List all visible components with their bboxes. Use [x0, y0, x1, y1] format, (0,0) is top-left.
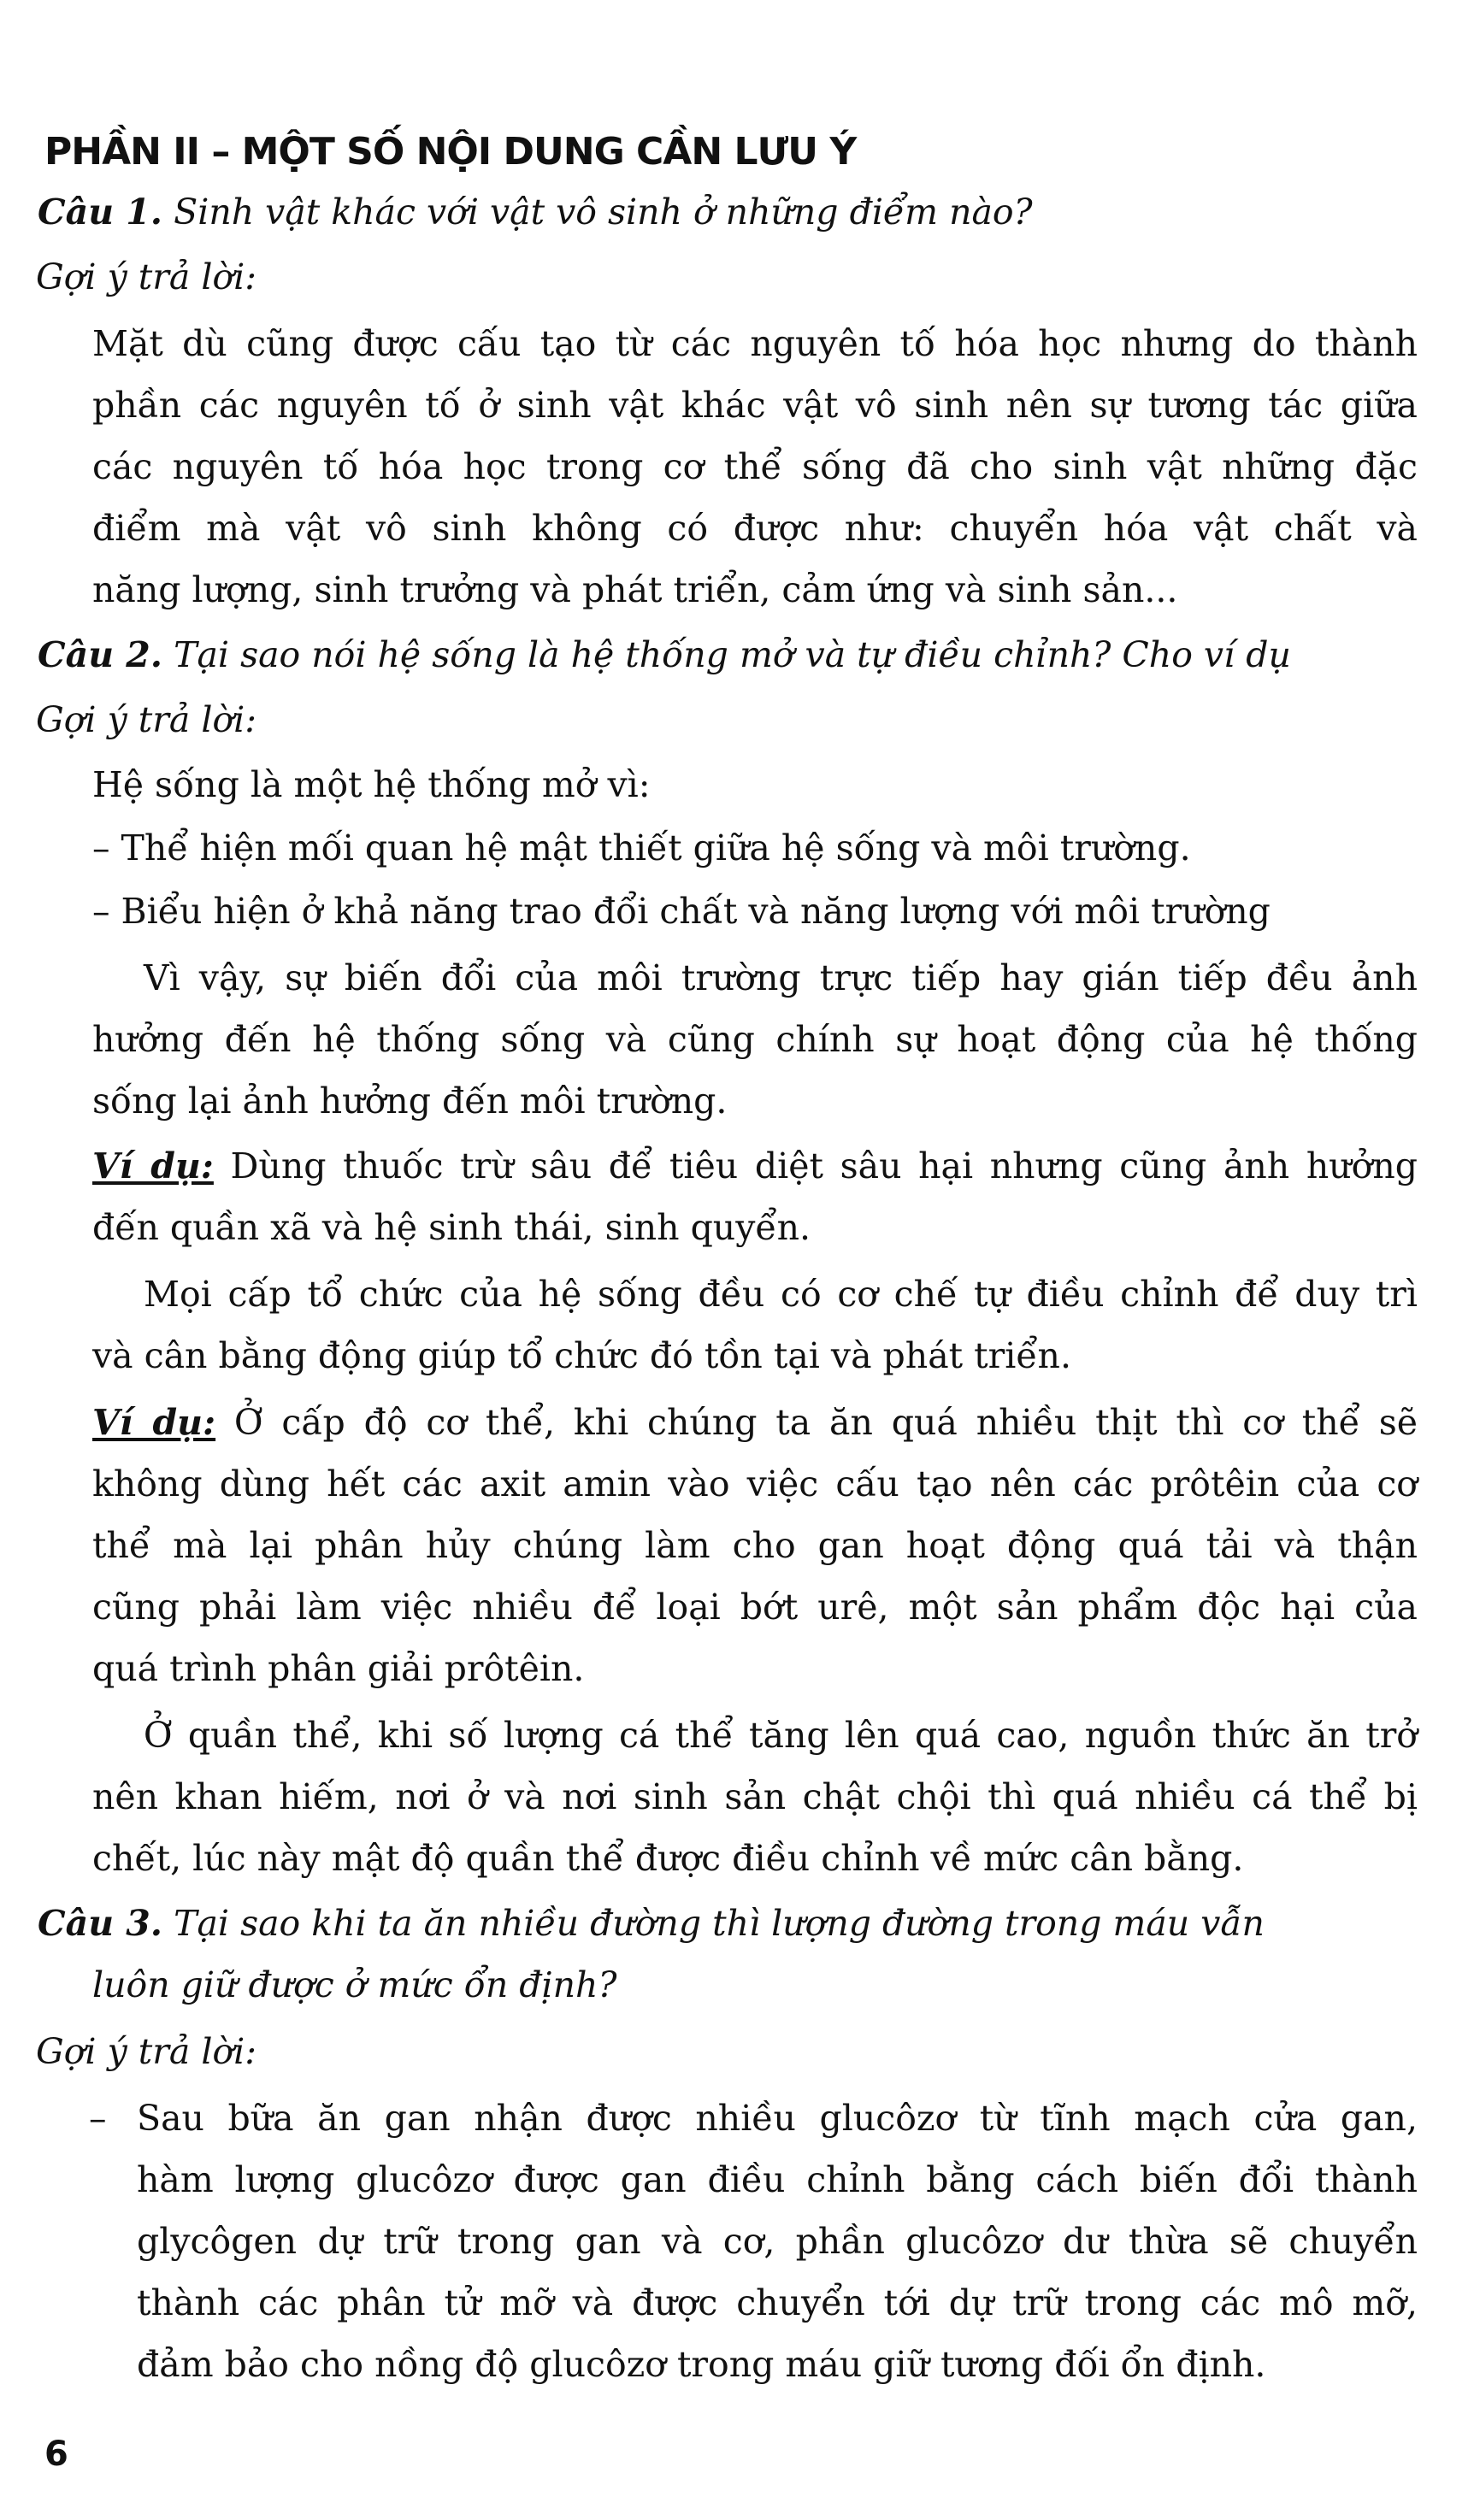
- example-1-line: đến quần xã và hệ sinh thái, sinh quyển.: [92, 1207, 811, 1248]
- answer-2-paragraph-line: sống lại ảnh hưởng đến môi trường.: [92, 1080, 728, 1122]
- answer-3-line: hàm lượng glucôzơ được gan điều chỉnh bằng cách biến đổi thành: [137, 2159, 1418, 2200]
- answer-1-line: phần các nguyên tố ở sinh vật khác vật vô sinh nên sự tương tác giữa: [92, 385, 1418, 426]
- example-2-text: Ở cấp độ cơ thể, khi chúng ta ăn quá nhiều thịt thì cơ thể sẽ: [215, 1402, 1418, 1443]
- example-2-label: Ví dụ:: [92, 1402, 216, 1443]
- answer-2-paragraph-line: Mọi cấp tổ chức của hệ sống đều có cơ chế tự điều chỉnh để duy trì: [144, 1274, 1418, 1315]
- answer-3-line: Sau bữa ăn gan nhận được nhiều glucôzơ từ tĩnh mạch cửa gan,: [137, 2098, 1418, 2139]
- hint-2: Gợi ý trả lời:: [36, 699, 257, 740]
- answer-2-bullet: – Biểu hiện ở khả năng trao đổi chất và năng lượng với môi trường: [92, 891, 1271, 932]
- answer-2-paragraph-line: chết, lúc này mật độ quần thể được điều chỉnh về mức cân bằng.: [92, 1838, 1244, 1879]
- hint-1: Gợi ý trả lời:: [36, 256, 257, 297]
- example-2-line: cũng phải làm việc nhiều để loại bớt urê, một sản phẩm độc hại của: [92, 1587, 1418, 1628]
- answer-3-line: thành các phân tử mỡ và được chuyển tới dự trữ trong các mô mỡ,: [137, 2282, 1418, 2323]
- question-2: [38, 634, 1291, 675]
- question-3-label: Câu 3.: [38, 1903, 163, 1944]
- section-heading: PHẦN II – MỘT SỐ NỘI DUNG CẦN LƯU Ý: [44, 130, 857, 174]
- answer-2-intro: Hệ sống là một hệ thống mở vì:: [92, 764, 651, 805]
- answer-2-paragraph-line: Vì vậy, sự biến đổi của môi trường trực tiếp hay gián tiếp đều ảnh: [144, 957, 1418, 998]
- example-1-line: [92, 1145, 1418, 1186]
- answer-2-bullet: – Thể hiện mối quan hệ mật thiết giữa hệ sống và môi trường.: [92, 827, 1191, 868]
- answer-2-paragraph-line: và cân bằng động giúp tổ chức đó tồn tại và phát triển.: [92, 1335, 1071, 1376]
- example-2-line: [92, 1402, 1418, 1443]
- question-1: [38, 191, 1033, 233]
- question-3-text: Tại sao khi ta ăn nhiều đường thì lượng đường trong máu vẫn: [162, 1903, 1265, 1944]
- example-2-line: không dùng hết các axit amin vào việc cấu tạo nên các prôtêin của cơ: [92, 1463, 1418, 1504]
- example-2-line: quá trình phân giải prôtêin.: [92, 1648, 585, 1689]
- answer-2-paragraph-line: nên khan hiếm, nơi ở và nơi sinh sản chật chội thì quá nhiều cá thể bị: [92, 1776, 1418, 1817]
- answer-1-line: điểm mà vật vô sinh không có được như: chuyển hóa vật chất và: [92, 508, 1418, 549]
- hint-3: Gợi ý trả lời:: [36, 2031, 257, 2072]
- answer-2-paragraph-line: Ở quần thể, khi số lượng cá thể tăng lên quá cao, nguồn thức ăn trở: [144, 1715, 1418, 1756]
- question-2-text: Tại sao nói hệ sống là hệ thống mở và tự điều chỉnh? Cho ví dụ: [162, 634, 1291, 675]
- page-number: 6: [44, 2435, 68, 2474]
- answer-3-line: đảm bảo cho nồng độ glucôzơ trong máu giữ tương đối ổn định.: [137, 2344, 1266, 2385]
- answer-1-line: các nguyên tố hóa học trong cơ thể sống đã cho sinh vật những đặc: [92, 446, 1418, 487]
- question-1-label: Câu 1.: [38, 191, 163, 233]
- example-1-text: Dùng thuốc trừ sâu để tiêu diệt sâu hại nhưng cũng ảnh hưởng: [213, 1145, 1418, 1186]
- question-3-text-cont: luôn giữ được ở mức ổn định?: [92, 1964, 617, 2005]
- question-3: [38, 1903, 1265, 1944]
- question-1-text: Sinh vật khác với vật vô sinh ở những điểm nào?: [162, 191, 1033, 233]
- question-2-label: Câu 2.: [38, 634, 163, 675]
- answer-1-line: năng lượng, sinh trưởng và phát triển, cảm ứng và sinh sản...: [92, 569, 1178, 610]
- example-1-label: Ví dụ:: [92, 1145, 214, 1186]
- answer-3-bullet-dash: –: [89, 2098, 107, 2139]
- example-2-line: thể mà lại phân hủy chúng làm cho gan hoạt động quá tải và thận: [92, 1525, 1418, 1566]
- answer-3-line: glycôgen dự trữ trong gan và cơ, phần glucôzơ dư thừa sẽ chuyển: [137, 2221, 1418, 2262]
- answer-2-paragraph-line: hưởng đến hệ thống sống và cũng chính sự hoạt động của hệ thống: [92, 1019, 1418, 1060]
- answer-1-line: Mặt dù cũng được cấu tạo từ các nguyên tố hóa học nhưng do thành: [92, 323, 1418, 364]
